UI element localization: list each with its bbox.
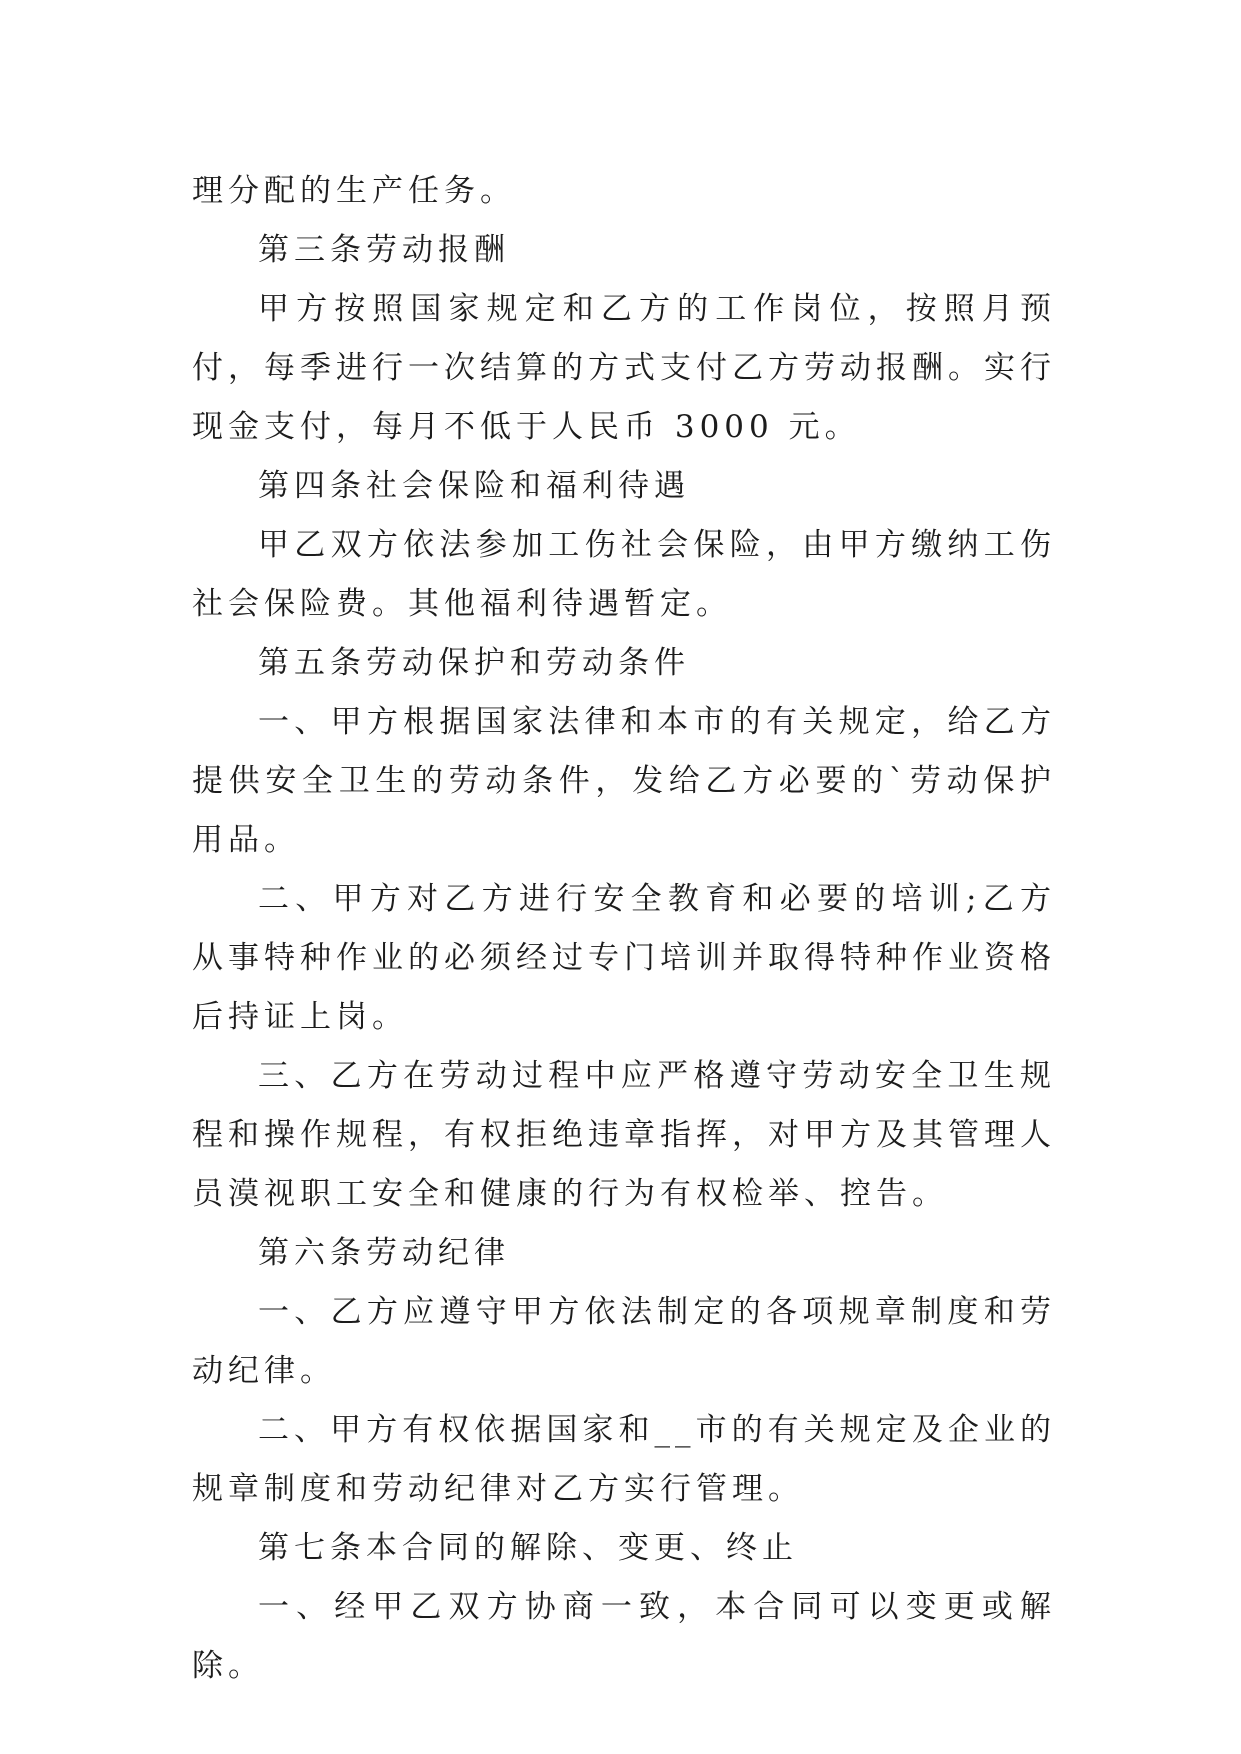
article-6-clause-2: 二、甲方有权依据国家和__市的有关规定及企业的规章制度和劳动纪律对乙方实行管理。	[192, 1412, 1056, 1507]
article-3-paragraph: 甲方按照国家规定和乙方的工作岗位，按照月预付，每季进行一次结算的方式支付乙方劳动报酬。实行现金支付，每月不低于人民币 3000 元。	[192, 291, 1056, 445]
article-5-heading: 第五条劳动保护和劳动条件	[258, 645, 690, 681]
article-4-paragraph: 甲乙双方依法参加工伤社会保险，由甲方缴纳工伤社会保险费。其他福利待遇暂定。	[192, 527, 1056, 622]
paragraph-continuation: 理分配的生产任务。	[192, 173, 516, 209]
article-7-heading: 第七条本合同的解除、变更、终止	[258, 1530, 798, 1566]
article-6-heading: 第六条劳动纪律	[258, 1235, 510, 1271]
article-4-heading: 第四条社会保险和福利待遇	[258, 468, 690, 504]
article-7-clause-1: 一、经甲乙双方协商一致，本合同可以变更或解除。	[192, 1589, 1056, 1684]
document-body	[192, 162, 1056, 1696]
article-5-clause-1: 一、甲方根据国家法律和本市的有关规定，给乙方提供安全卫生的劳动条件，发给乙方必要的`劳动保护用品。	[192, 704, 1056, 858]
article-6-clause-1: 一、乙方应遵守甲方依法制定的各项规章制度和劳动纪律。	[192, 1294, 1056, 1389]
article-5-clause-3: 三、乙方在劳动过程中应严格遵守劳动安全卫生规程和操作规程，有权拒绝违章指挥，对甲方及其管理人员漠视职工安全和健康的行为有权检举、控告。	[192, 1058, 1056, 1212]
article-3-heading: 第三条劳动报酬	[258, 232, 510, 268]
article-5-clause-2: 二、甲方对乙方进行安全教育和必要的培训;乙方从事特种作业的必须经过专门培训并取得特种作业资格后持证上岗。	[192, 881, 1056, 1035]
